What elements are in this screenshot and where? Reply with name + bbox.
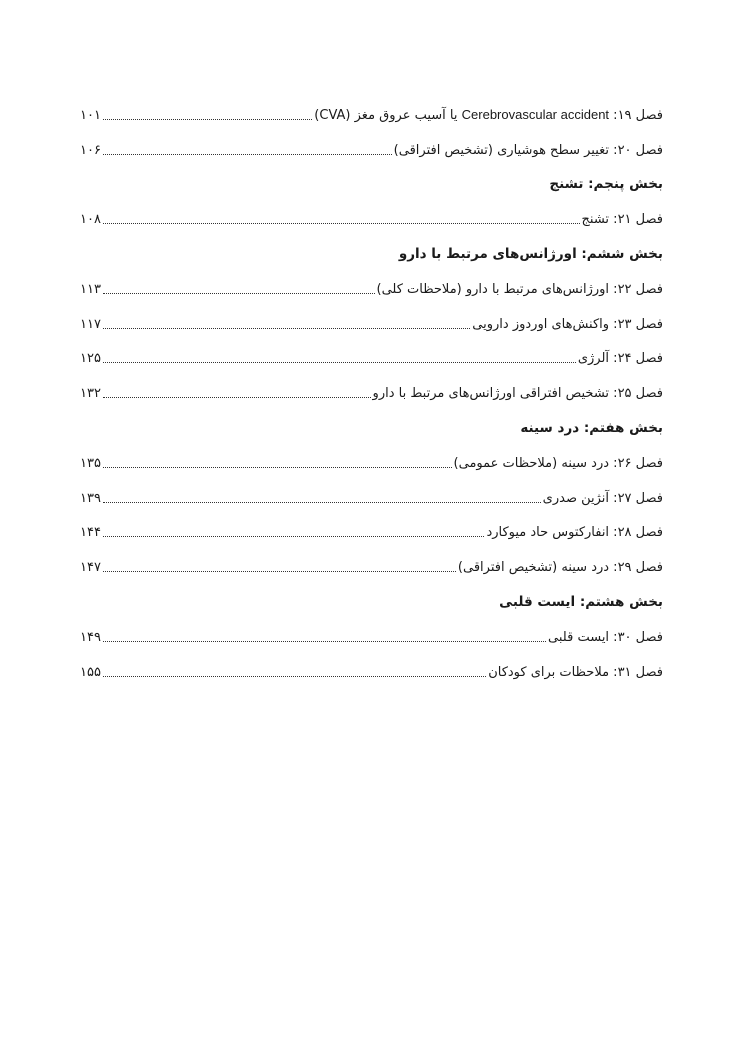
toc-title-suffix: یا آسیب عروق مغز (CVA) <box>314 108 462 124</box>
toc-page-number: ۱۲۵ <box>80 351 101 367</box>
toc-page-number: ۱۵۵ <box>80 664 101 680</box>
toc-part-heading-8 <box>80 585 663 620</box>
dot-leader <box>103 223 580 224</box>
dot-leader <box>103 641 546 642</box>
dot-leader <box>103 676 486 677</box>
part-title: بخش ششم: اورژانس‌های مرتبط با دارو <box>398 245 663 262</box>
toc-entry-title: فصل ۲۸: انفارکتوس حاد میوکارد <box>486 525 663 541</box>
toc-page-number: ۱۰۶ <box>80 142 101 158</box>
toc-page-number: ۱۳۲ <box>80 386 101 402</box>
toc-page-number: ۱۳۵ <box>80 455 101 471</box>
toc-page-number: ۱۴۷ <box>80 560 101 576</box>
dot-leader <box>103 536 484 537</box>
toc-part-heading-7 <box>80 411 663 446</box>
toc-part-heading-6 <box>80 237 663 272</box>
toc-entry-title: فصل ۲۱: تشنج <box>581 212 663 228</box>
toc-entry-title: فصل ۲۲: اورژانس‌های مرتبط با دارو (ملاحظات کلی) <box>376 281 663 297</box>
toc-entry-ch23 <box>80 307 663 342</box>
toc-page-number: ۱۳۹ <box>80 490 101 506</box>
toc-page-number: ۱۱۷ <box>80 316 101 332</box>
toc-entry-title: فصل ۳۱: ملاحظات برای کودکان <box>488 664 663 680</box>
toc-title-english: Cerebrovascular accident <box>461 107 610 123</box>
toc-title-prefix: فصل ۱۹: <box>609 108 663 124</box>
toc-entry-ch26 <box>80 446 663 481</box>
toc-entry-ch30 <box>80 620 663 655</box>
toc-entry-ch24 <box>80 342 663 377</box>
dot-leader <box>103 293 375 294</box>
toc-entry-ch28 <box>80 516 663 551</box>
toc-entry-ch22 <box>80 272 663 307</box>
toc-entry-ch27 <box>80 481 663 516</box>
toc-page-number: ۱۱۳ <box>80 281 101 297</box>
toc-entry-ch20 <box>80 133 663 168</box>
toc-entry-title: فصل ۲۵: تشخیص افتراقی اورژانس‌های مرتبط با دارو <box>372 386 663 402</box>
dot-leader <box>103 502 541 503</box>
dot-leader <box>103 571 456 572</box>
dot-leader <box>103 467 452 468</box>
dot-leader <box>103 154 392 155</box>
toc-entry-title <box>314 108 663 122</box>
toc-entry-title: فصل ۲۴: آلرژی <box>577 351 663 367</box>
toc-entry-title: فصل ۲۶: درد سینه (ملاحظات عمومی) <box>453 455 663 471</box>
toc-entry-ch29 <box>80 550 663 585</box>
toc-entry-ch21 <box>80 202 663 237</box>
table-of-contents <box>80 98 663 690</box>
toc-entry-ch19 <box>80 98 663 133</box>
toc-page-number: ۱۰۱ <box>80 107 101 123</box>
toc-entry-ch25 <box>80 376 663 411</box>
part-title: بخش پنجم: تشنج <box>549 176 663 193</box>
dot-leader <box>103 397 371 398</box>
part-title: بخش هفتم: درد سینه <box>520 419 663 436</box>
dot-leader <box>103 119 312 120</box>
toc-entry-title: فصل ۲۰: تغییر سطح هوشیاری (تشخیص افتراقی) <box>393 142 663 158</box>
toc-page-number: ۱۴۴ <box>80 525 101 541</box>
toc-entry-title: فصل ۲۷: آنژین صدری <box>542 490 663 506</box>
toc-part-heading-5 <box>80 168 663 203</box>
dot-leader <box>103 362 576 363</box>
toc-entry-ch31 <box>80 655 663 690</box>
toc-page-number: ۱۴۹ <box>80 629 101 645</box>
dot-leader <box>103 328 470 329</box>
toc-page-number: ۱۰۸ <box>80 212 101 228</box>
toc-entry-title: فصل ۳۰: ایست قلبی <box>548 629 663 645</box>
toc-entry-title: فصل ۲۳: واکنش‌های اوردوز دارویی <box>472 316 663 332</box>
toc-entry-title: فصل ۲۹: درد سینه (تشخیص افتراقی) <box>457 560 663 576</box>
part-title: بخش هشتم: ایست قلبی <box>499 593 663 610</box>
